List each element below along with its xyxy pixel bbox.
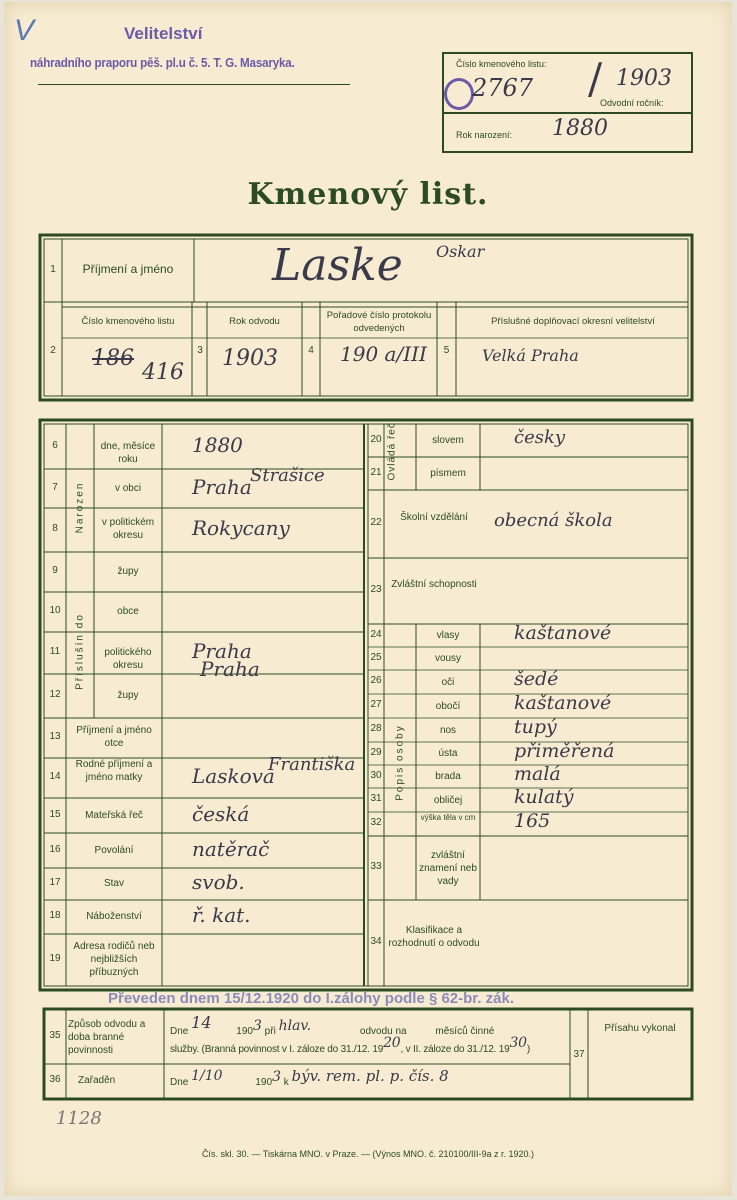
left-row-label: obce [117,606,139,617]
row-number-7: 7 [52,481,58,493]
right-row-label: zvláštní znamení neb vady [419,849,477,887]
left-row-value: Praha [192,639,252,663]
right-row-value: 165 [514,810,551,832]
line36-year: 3 [272,1069,281,1085]
cislo-kmenoveho-value: 416 [142,360,184,385]
row-number-24: 24 [370,628,382,640]
document-sheet [4,2,732,1196]
right-row-label: oči [441,676,455,688]
row-number-26: 26 [370,675,382,686]
row-number-32: 32 [370,817,382,828]
row-number-34: 34 [370,936,382,947]
zpusob-odvodu-label: Způsob odvodu a doba branné povinnosti [68,1019,146,1056]
rok-narozeni-label: Rok narození: [456,130,513,140]
row-number-18: 18 [49,910,61,921]
narozen-group-label: Narozen [74,481,86,534]
prijmeni-jmeno-label: Příjmení a jméno [82,262,174,276]
row-number-6: 6 [52,439,58,451]
rok-narozeni-value: 1880 [552,116,608,141]
rocnik-label: Odvodní ročník: [600,98,664,108]
row-number-11: 11 [49,646,61,657]
line36 [170,1067,449,1089]
row-number-2: 2 [50,345,56,356]
left-row-value: česká [192,801,250,826]
left-row-value: Praha [192,474,252,499]
ovlada-rec-label: Ovládá řeč [386,422,398,481]
poradove-cislo-value: 190 a/III [340,342,427,366]
row-number-22: 22 [370,517,382,528]
right-row-label: obličej [433,794,463,806]
popis-osoby-label: Popis osoby [394,724,406,801]
left-row-label: Náboženství [86,911,142,922]
row-number-28: 28 [370,723,382,734]
prisahu-vykonal-label: Přísahu vykonal [604,1023,676,1034]
right-row-label: obočí [435,700,461,712]
left-row-label: v obci [114,482,142,494]
surname-value: Laske [272,240,403,291]
line35a-mesicu: měsíců činné [435,1026,495,1037]
row-number-12: 12 [49,689,61,700]
left-row-label: Mateřská řeč [85,809,143,821]
row-number-10: 10 [49,605,61,616]
line36-year-prefix: 190 [255,1077,273,1088]
line36-date: 1/10 [191,1068,223,1084]
left-row-label: politického okresu [104,647,152,671]
line35b [170,1035,530,1056]
left-row-value-secondary: Strašice [250,465,325,486]
right-row-value: kulatý [514,786,574,808]
right-row-label: ústa [438,748,458,759]
row-number-36: 36 [49,1074,61,1085]
right-row-label: slovem [432,435,464,446]
right-row-label: brada [435,771,461,782]
right-row-value: malá [514,762,561,785]
okresni-velitelstvi-label: Příslušné doplňovací okresní velitelství [491,316,655,327]
kmenovy-listu-label: Číslo kmenového listu: [456,59,547,69]
row-number-29: 29 [370,746,382,758]
left-row-value-secondary: Františka [268,754,356,775]
section1-frame [4,2,732,1196]
right-row-value: přiměřená [514,739,615,762]
left-row-label: župy [117,690,139,701]
line35a-day: 14 [191,1013,212,1032]
left-row-value: ř. kat. [192,903,251,927]
left-row-label: Adresa rodičů neb nejbližších příbuzných [73,941,155,978]
okresni-velitelstvi-value: Velká Praha [482,346,579,365]
line35b-text3: ) [526,1044,530,1055]
left-row-value: natěrač [192,836,270,861]
left-row-value: svob. [192,870,245,894]
prislusi-group-label: Příslušín do [74,613,86,690]
right-row-label: Zvláštní schopnosti [391,579,477,590]
row-number-20: 20 [370,433,382,445]
row-number-13: 13 [49,731,61,742]
line35b-text1: služby. (Branná povinnost v I. záloze do 31./12. 19 [170,1044,384,1055]
left-row-value: Rokycany [192,516,290,540]
rok-odvodu-value: 1903 [222,346,278,371]
row-number-30: 30 [370,769,382,781]
row-number-21: 21 [370,466,382,478]
line35a-dne: Dne [170,1026,189,1037]
page-title: Kmenový list. [247,177,489,212]
left-row-label: v politickém okresu [101,517,155,541]
right-row-value: kaštanové [514,692,612,714]
row-number-31: 31 [370,793,382,804]
left-row-label: Příjmení a jméno otce [76,725,152,749]
left-row-label: Stav [103,878,124,889]
left-row-label: Rodné příjmení a jméno matky [75,759,153,783]
kmenovy-listu-value: 2767 [472,74,534,102]
stamp-prapor: náhradního praporu pěš. pl.u č. 5. T. G. Masaryka. [30,56,295,70]
row-number-14: 14 [49,771,61,782]
stamp-check-mark: V [14,14,35,47]
right-row-label: vousy [434,653,462,664]
row-number-35: 35 [49,1030,61,1041]
row-number-4: 4 [308,345,314,356]
right-row-label: výška těla v cm [420,813,476,822]
row-number-1: 1 [50,264,56,275]
footer-print-note: Čís. skl. 30. — Tiskárna MNO. v Praze. — (Výnos MNO. č. 210100/III-9a z r. 1920.) [201,1149,535,1159]
left-row-value: 1880 [192,432,243,457]
line35b-year2: 30 [509,1035,527,1051]
right-row-value: tupý [514,716,557,738]
line36-unit: býv. rem. pl. p. čís. 8 [291,1067,449,1085]
left-row-label: Povolání [94,844,134,856]
row-number-25: 25 [370,651,382,663]
row-number-33: 33 [370,861,382,872]
right-row-label: nos [439,724,457,736]
left-row-value-secondary: Praha [200,657,260,681]
row-number-3: 3 [197,345,203,356]
rok-odvodu-label: Rok odvodu [229,316,280,327]
stamp-velitelstvi: Velitelství [124,24,203,43]
right-row-value: obecná škola [494,510,613,531]
right-row-label: Školní vzdělání [400,512,468,523]
right-row-value: česky [514,426,566,448]
left-row-value: Laskova [192,764,275,788]
line36-k: k [283,1077,289,1088]
row-number-5: 5 [443,345,450,356]
firstname-value: Oskar [436,242,485,261]
line35b-year1: 20 [383,1035,401,1051]
row-number-19: 19 [49,953,61,964]
row-number-37: 37 [573,1049,585,1060]
prevedeni-stamp: Převeden dnem 15/12.1920 do I.zálohy podle § 62-br. zák. [108,990,515,1007]
zarazen-label: Zařaděn [78,1075,116,1086]
row-number-15: 15 [49,808,61,820]
line35a-pri: při [264,1026,276,1037]
left-row-label: župy [117,566,139,577]
right-row-label: písmem [430,468,466,479]
row-number-23: 23 [370,584,382,595]
line35a-year: 3 [252,1018,262,1034]
line35a-year-prefix: 190 [236,1026,253,1037]
right-row-value: šedé [514,668,559,690]
line36-dne: Dne [170,1077,189,1088]
left-row-label: dne, měsíce roku [100,440,156,465]
margin-note: 1128 [56,1108,102,1129]
right-row-label: vlasy [436,630,460,641]
cislo-kmenoveho-struck: 186 [92,346,134,371]
rocnik-value: 1903 [616,66,672,91]
row-number-16: 16 [49,843,61,855]
right-row-label: Klasifikace a rozhodnutí o odvodu [388,924,480,949]
right-row-value: kaštanové [514,621,612,644]
line35b-text2: , v II. záloze do 31./12. 19 [400,1044,510,1055]
poradove-cislo-label: Pořadové číslo protokolu odvedených [326,310,432,334]
cislo-kmenoveho-label: Číslo kmenového listu [81,316,175,327]
slash-mark: / [588,54,603,103]
line35a-typ: hlav. [278,1018,312,1034]
row-number-9: 9 [52,565,58,576]
row-number-27: 27 [370,699,382,710]
line35a-odvodu: odvodu na [359,1026,407,1037]
row-number-8: 8 [52,523,58,534]
row-number-17: 17 [49,877,61,888]
line35a [170,1013,495,1038]
